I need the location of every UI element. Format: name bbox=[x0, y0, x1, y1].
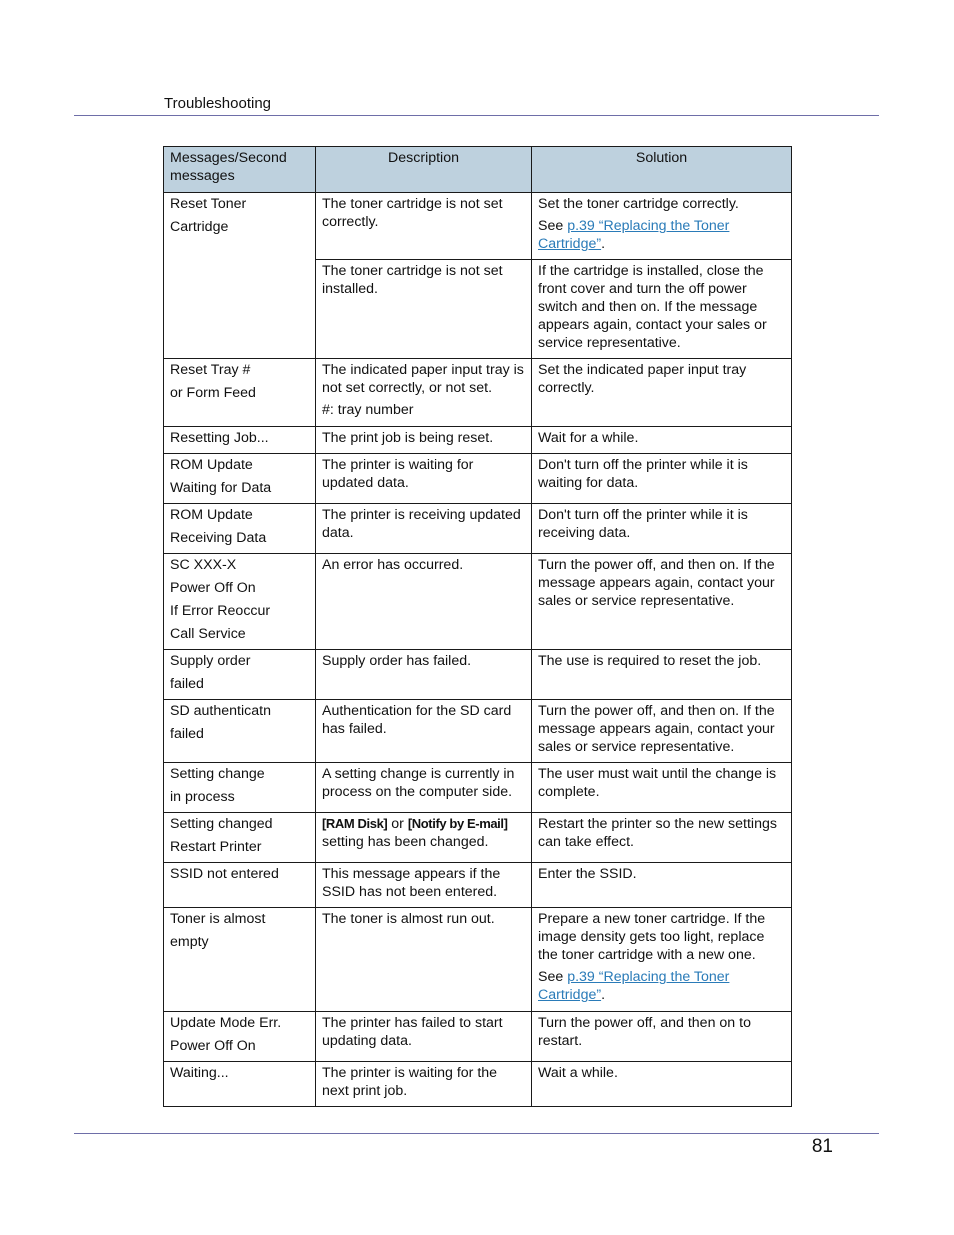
message-line: Receiving Data bbox=[170, 530, 267, 546]
table-row bbox=[164, 763, 792, 813]
message-line: Reset Toner bbox=[170, 196, 247, 212]
see-prefix: See bbox=[538, 969, 568, 985]
table-row bbox=[164, 700, 792, 763]
solution-cell: The user must wait until the change is complete. bbox=[532, 763, 792, 813]
message-line: SC XXX-X bbox=[170, 557, 237, 573]
message-line: ROM Update bbox=[170, 457, 253, 473]
message-cell bbox=[164, 193, 316, 359]
solution-cell: Turn the power off, and then on to restart. bbox=[532, 1012, 792, 1062]
page-number: 81 bbox=[811, 1136, 833, 1157]
message-cell bbox=[164, 454, 316, 504]
solution-cell: The use is required to reset the job. bbox=[532, 650, 792, 700]
solution-cell: Don't turn off the printer while it is waiting for data. bbox=[532, 454, 792, 504]
solution-cell: Restart the printer so the new settings can take effect. bbox=[532, 813, 792, 863]
footer-rule bbox=[74, 1133, 879, 1134]
header-rule bbox=[74, 115, 879, 116]
message-line: If Error Reoccur bbox=[170, 603, 271, 619]
description-cell: This message appears if the SSID has not been entered. bbox=[316, 863, 532, 908]
message-line: SSID not entered bbox=[170, 866, 279, 882]
section-title: Troubleshooting bbox=[164, 95, 272, 112]
message-line: Restart Printer bbox=[170, 839, 262, 855]
table-row bbox=[164, 359, 792, 427]
solution-text: Prepare a new toner cartridge. If the image density gets too light, replace the toner cartridge with a new one. bbox=[538, 911, 766, 963]
table-row bbox=[164, 554, 792, 650]
description-cell: The printer is receiving updated data. bbox=[316, 504, 532, 554]
solution-cell: If the cartridge is installed, close the front cover and turn the off power switch and then on. If the message appears again, contact your sales or service representative. bbox=[532, 260, 792, 359]
message-cell bbox=[164, 863, 316, 908]
table-row bbox=[164, 193, 792, 260]
solution-cell: Set the indicated paper input tray correctly. bbox=[532, 359, 792, 427]
message-line: Resetting Job... bbox=[170, 430, 269, 446]
table-row bbox=[164, 813, 792, 863]
description-text: The indicated paper input tray is not set correctly, or not set. bbox=[322, 362, 524, 396]
table-row bbox=[164, 427, 792, 454]
see-reference bbox=[538, 217, 785, 253]
description-or: or bbox=[387, 816, 408, 832]
cross-reference-link[interactable]: p.39 “Replacing the Toner Cartridge” bbox=[538, 218, 730, 252]
message-line: Supply order bbox=[170, 653, 251, 669]
see-suffix: . bbox=[601, 987, 606, 1003]
table-row bbox=[164, 908, 792, 1012]
notify-email-key: [Notify by E-mail] bbox=[407, 816, 508, 831]
table-row bbox=[164, 863, 792, 908]
see-prefix: See bbox=[538, 218, 568, 234]
table-row bbox=[164, 1062, 792, 1107]
message-cell bbox=[164, 1062, 316, 1107]
message-line: Cartridge bbox=[170, 219, 229, 235]
messages-table bbox=[163, 146, 792, 1107]
message-line: Update Mode Err. bbox=[170, 1015, 282, 1031]
table-row bbox=[164, 454, 792, 504]
message-line: SD authenticatn bbox=[170, 703, 271, 719]
description-rest: setting has been changed. bbox=[322, 834, 489, 850]
message-cell bbox=[164, 359, 316, 427]
message-line: empty bbox=[170, 934, 209, 950]
message-cell bbox=[164, 427, 316, 454]
description-cell: An error has occurred. bbox=[316, 554, 532, 650]
see-reference bbox=[538, 968, 785, 1004]
message-cell bbox=[164, 1012, 316, 1062]
message-line: or Form Feed bbox=[170, 385, 256, 401]
message-line: ROM Update bbox=[170, 507, 253, 523]
solution-text: Set the toner cartridge correctly. bbox=[538, 196, 739, 212]
message-line: Waiting... bbox=[170, 1065, 229, 1081]
description-cell: The toner cartridge is not set correctly. bbox=[316, 193, 532, 260]
description-cell bbox=[316, 359, 532, 427]
see-suffix: . bbox=[601, 236, 606, 252]
solution-cell bbox=[532, 193, 792, 260]
description-cell: The toner is almost run out. bbox=[316, 908, 532, 1012]
table-row bbox=[164, 650, 792, 700]
solution-cell: Wait for a while. bbox=[532, 427, 792, 454]
solution-cell bbox=[532, 908, 792, 1012]
description-cell: The print job is being reset. bbox=[316, 427, 532, 454]
message-cell bbox=[164, 813, 316, 863]
solution-cell: Enter the SSID. bbox=[532, 863, 792, 908]
message-cell bbox=[164, 650, 316, 700]
message-line: Call Service bbox=[170, 626, 246, 642]
message-cell bbox=[164, 908, 316, 1012]
ram-disk-key: [RAM Disk] bbox=[322, 816, 388, 831]
message-cell bbox=[164, 763, 316, 813]
message-line: Power Off On bbox=[170, 1038, 256, 1054]
message-line: in process bbox=[170, 789, 235, 805]
description-cell: Authentication for the SD card has failed. bbox=[316, 700, 532, 763]
message-line: Setting change bbox=[170, 766, 265, 782]
description-cell: The toner cartridge is not set installed. bbox=[316, 260, 532, 359]
column-header-messages: Messages/Second messages bbox=[164, 147, 316, 193]
message-line: Setting changed bbox=[170, 816, 273, 832]
description-cell: Supply order has failed. bbox=[316, 650, 532, 700]
description-cell: The printer is waiting for the next print job. bbox=[316, 1062, 532, 1107]
solution-cell: Wait a while. bbox=[532, 1062, 792, 1107]
description-cell bbox=[316, 813, 532, 863]
column-header-solution: Solution bbox=[532, 147, 792, 193]
solution-cell: Turn the power off, and then on. If the message appears again, contact your sales or service representative. bbox=[532, 700, 792, 763]
column-header-description: Description bbox=[316, 147, 532, 193]
message-line: Toner is almost bbox=[170, 911, 266, 927]
table-row bbox=[164, 504, 792, 554]
message-line: failed bbox=[170, 676, 204, 692]
message-cell bbox=[164, 700, 316, 763]
message-line: Power Off On bbox=[170, 580, 256, 596]
message-cell bbox=[164, 504, 316, 554]
cross-reference-link[interactable]: p.39 “Replacing the Toner Cartridge” bbox=[538, 969, 730, 1003]
message-line: Waiting for Data bbox=[170, 480, 272, 496]
description-cell: A setting change is currently in process on the computer side. bbox=[316, 763, 532, 813]
message-line: failed bbox=[170, 726, 204, 742]
table-header-row bbox=[164, 147, 792, 193]
message-line: Reset Tray # bbox=[170, 362, 251, 378]
table-row bbox=[164, 1012, 792, 1062]
message-cell bbox=[164, 554, 316, 650]
description-cell: The printer is waiting for updated data. bbox=[316, 454, 532, 504]
description-cell: The printer has failed to start updating data. bbox=[316, 1012, 532, 1062]
solution-cell: Turn the power off, and then on. If the message appears again, contact your sales or service representative. bbox=[532, 554, 792, 650]
solution-cell: Don't turn off the printer while it is receiving data. bbox=[532, 504, 792, 554]
description-note: #: tray number bbox=[322, 402, 414, 418]
